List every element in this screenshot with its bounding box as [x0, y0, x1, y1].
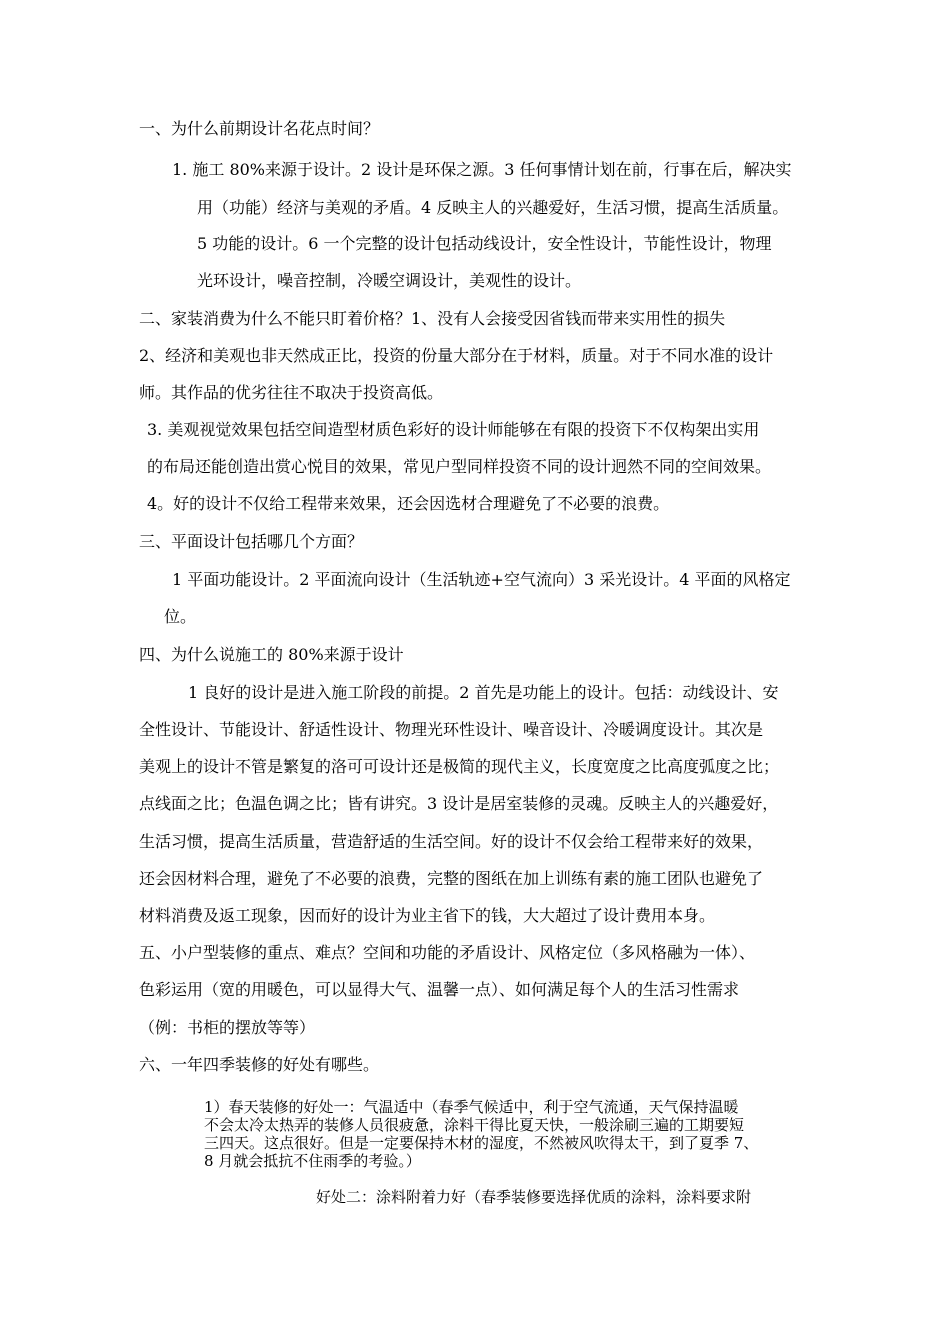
section-4-line-2: 全性设计、节能设计、舒适性设计、物理光环性设计、噪音设计、冷暖调度设计。其次是 — [139, 720, 764, 739]
section-4-line-5: 生活习惯，提高生活质量，营造舒适的生活空间。好的设计不仅会给工程带来好的效果， — [139, 832, 764, 851]
section-1-line-4: 光环设计，噪音控制，冷暖空调设计，美观性的设计。 — [197, 271, 582, 290]
section-6-line-1: 1）春天装修的好处一：气温适中（春季气候适中，利于空气流通，天气保持温暖 — [204, 1098, 739, 1116]
section-1-line-1: 1. 施工 80%来源于设计。2 设计是环保之源。3 任何事情计划在前，行事在后，解决实 — [172, 160, 792, 179]
section-2-heading: 二、家装消费为什么不能只盯着价格？1、没有人会接受因省钱而带来实用性的损失 — [139, 309, 726, 328]
section-2-line-3: 3. 美观视觉效果包括空间造型材质色彩好的设计师能够在有限的投资下不仅构架出实用 — [147, 420, 760, 439]
section-4-heading: 四、为什么说施工的 80%来源于设计 — [139, 645, 404, 664]
section-1-line-3: 5 功能的设计。6 一个完整的设计包括动线设计，安全性设计，节能性设计，物理 — [197, 234, 772, 253]
section-4-line-4: 点线面之比；色温色调之比；皆有讲究。3 设计是居室装修的灵魂。反映主人的兴趣爱好， — [139, 794, 779, 813]
section-5-line-2: （例：书柜的摆放等等） — [139, 1018, 316, 1037]
section-3-line-2: 位。 — [164, 607, 197, 626]
section-2-line-2: 师。其作品的优劣往往不取决于投资高低。 — [139, 383, 444, 402]
section-4-line-1: 1 良好的设计是进入施工阶段的前提。2 首先是功能上的设计。包括：动线设计、安 — [188, 683, 779, 702]
section-6-line-2: 不会太冷太热弄的装修人员很疲惫，涂料干得比夏天快，一般涂刷三遍的工期要短 — [204, 1116, 745, 1134]
section-3-heading: 三、平面设计包括哪几个方面？ — [139, 532, 364, 551]
section-5-line-1: 色彩运用（宽的用暖色，可以显得大气、温馨一点）、如何满足每个人的生活习性需求 — [139, 980, 740, 999]
section-3-line-1: 1 平面功能设计。2 平面流向设计（生活轨迹+空气流向）3 采光设计。4 平面的风格定 — [172, 570, 791, 589]
section-6-heading: 六、一年四季装修的好处有哪些。 — [139, 1055, 380, 1074]
section-1-heading: 一、为什么前期设计名花点时间？ — [139, 119, 380, 138]
section-6-line-4: 8 月就会抵抗不住雨季的考验。） — [204, 1152, 421, 1170]
section-1-line-2: 用（功能）经济与美观的矛盾。4 反映主人的兴趣爱好，生活习惯，提高生活质量。 — [197, 198, 789, 217]
section-2-line-5: 4。好的设计不仅给工程带来效果，还会因选材合理避免了不必要的浪费。 — [147, 494, 670, 513]
section-4-line-3: 美观上的设计不管是繁复的洛可可设计还是极简的现代主义，长度宽度之比高度弧度之比； — [139, 757, 780, 776]
section-4-line-6: 还会因材料合理，避免了不必要的浪费，完整的图纸在加上训练有素的施工团队也避免了 — [139, 869, 764, 888]
section-2-line-1: 2、经济和美观也非天然成正比，投资的份量大部分在于材料，质量。对于不同水准的设计 — [139, 346, 774, 365]
section-6-line-3: 三四天。这点很好。但是一定要保持木材的湿度，不然被风吹得太干，到了夏季 7、 — [204, 1134, 759, 1152]
section-2-line-4: 的布局还能创造出赏心悦目的效果，常见户型同样投资不同的设计迥然不同的空间效果。 — [147, 457, 772, 476]
section-4-line-7: 材料消费及返工现象，因而好的设计为业主省下的钱，大大超过了设计费用本身。 — [139, 906, 716, 925]
section-5-heading: 五、小户型装修的重点、难点？空间和功能的矛盾设计、风格定位（多风格融为一体）、 — [139, 943, 756, 962]
section-6-line-5: 好处二：涂料附着力好（春季装修要选择优质的涂料，涂料要求附 — [316, 1188, 752, 1206]
